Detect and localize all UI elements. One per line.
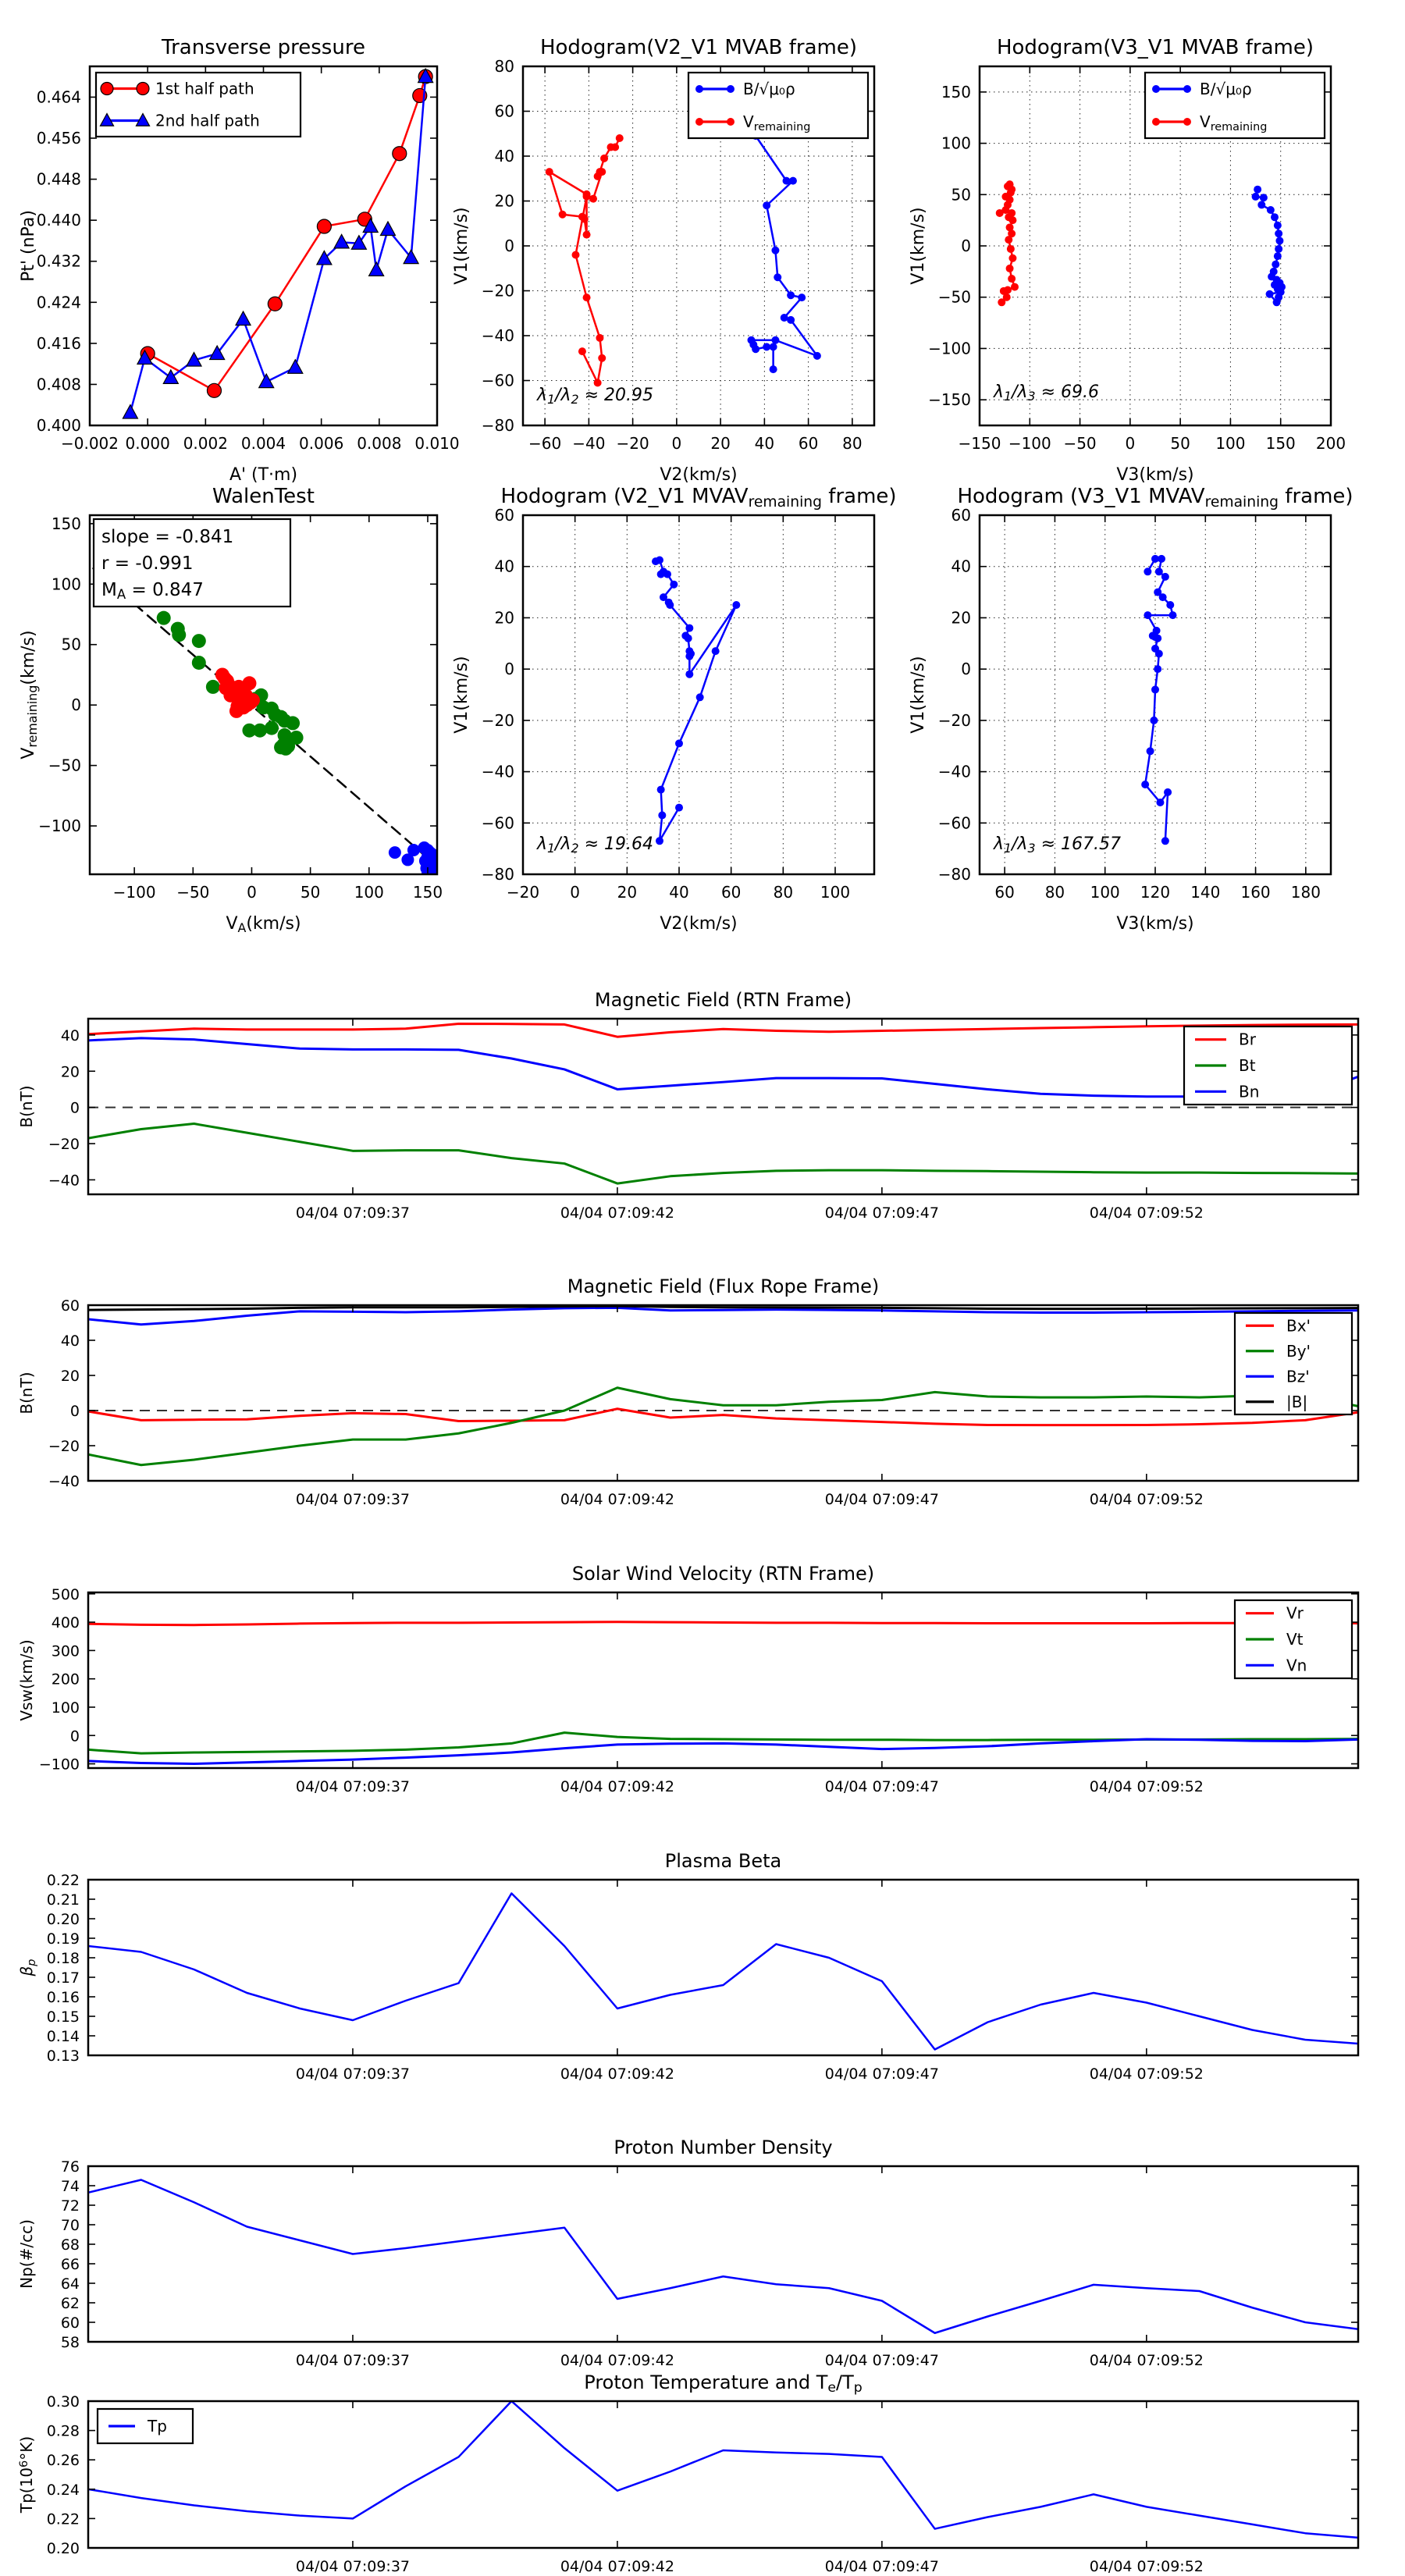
chart-title: Hodogram (V2_V1 MVAVremaining frame): [500, 485, 897, 511]
series-line: [88, 1124, 1358, 1184]
legend-label: Tp: [148, 2417, 167, 2435]
y-tick-label: −100: [928, 339, 971, 358]
y-tick-label: 0.13: [46, 2048, 80, 2065]
y-tick-label: 20: [951, 608, 971, 628]
hodogram-v3v1-mvav-plot: [890, 457, 1405, 937]
rtn-series-group: [88, 1023, 1358, 1183]
y-tick-label: 0: [504, 660, 514, 679]
series-line: [88, 1388, 1358, 1465]
legend-label: Bn: [1239, 1082, 1260, 1101]
chart-title: Hodogram (V3_V1 MVAVremaining frame): [957, 485, 1353, 511]
axes-frame: [88, 1592, 1358, 1768]
x-tick-label: 80: [1044, 883, 1065, 902]
legend-label: Vremaining: [1200, 112, 1268, 133]
chart-title: Transverse pressure: [162, 36, 365, 59]
y-tick-label: 100: [51, 575, 81, 594]
p2-series-group: [546, 101, 821, 387]
chart-title: Solar Wind Velocity (RTN Frame): [571, 1563, 875, 1585]
x-tick-label: 140: [1190, 883, 1221, 902]
chart-title: Hodogram(V2_V1 MVAB frame): [539, 36, 858, 59]
x-tick-label: −50: [1063, 434, 1097, 453]
x-tick-label: 50: [1170, 434, 1190, 453]
series-line: [88, 1038, 1358, 1098]
y-tick-label: 0.20: [46, 1911, 80, 1928]
x-tick-label: −150: [958, 434, 1001, 453]
hodogram-v3v1-mvab-plot: [890, 8, 1405, 488]
x-tick-label: 0: [247, 883, 257, 902]
x-tick-label: 04/04 07:09:47: [824, 1204, 939, 1222]
x-tick-label: 0.006: [299, 434, 344, 453]
annotation: λ1/λ3 ≈ 69.6: [994, 382, 1100, 404]
y-axis-label: Pt' (nPa): [19, 210, 38, 282]
x-tick-label: −20: [616, 434, 649, 453]
x-tick-label: −60: [528, 434, 562, 453]
y-axis-label: V1(km/s): [909, 656, 928, 734]
y-axis-label: B(nT): [17, 1372, 36, 1414]
series-line: [94, 568, 436, 865]
legend-label: Vr: [1286, 1603, 1304, 1623]
y-tick-label: −80: [937, 865, 971, 884]
x-tick-label: 04/04 07:09:47: [824, 2558, 939, 2575]
y-tick-label: 400: [51, 1614, 80, 1632]
p4-svg: [0, 457, 484, 937]
chart-title: Proton Temperature and Te/Tp: [584, 2371, 863, 2396]
beta-svg: [0, 1821, 1405, 2102]
y-tick-label: 0: [961, 660, 971, 679]
p3-series-group: [996, 180, 1286, 306]
y-tick-label: 50: [61, 635, 81, 654]
y-tick-label: 60: [60, 1297, 80, 1315]
x-tick-label: 04/04 07:09:42: [560, 2558, 674, 2575]
y-tick-label: −20: [481, 281, 514, 301]
stats-box-line: slope = -0.841: [101, 527, 234, 547]
y-tick-label: 60: [951, 506, 971, 525]
y-tick-label: −20: [481, 710, 514, 730]
y-tick-label: 150: [941, 82, 971, 101]
frf-series-group: [88, 1306, 1358, 1465]
hodogram-v2v1-mvab-plot: [433, 8, 921, 488]
plasma-beta-panel: [0, 1821, 1405, 2102]
x-tick-label: 0.010: [414, 434, 460, 453]
y-tick-label: 80: [494, 57, 514, 76]
y-tick-label: −40: [937, 762, 971, 781]
y-tick-label: −60: [937, 813, 971, 833]
x-tick-label: 100: [1090, 883, 1120, 902]
y-tick-label: 0.16: [46, 1989, 80, 2006]
y-axis-label: Tp(106°K): [17, 2435, 36, 2514]
x-tick-label: 04/04 07:09:52: [1089, 2065, 1204, 2083]
y-tick-label: 0.21: [46, 1891, 80, 1909]
legend-label: By': [1286, 1341, 1311, 1361]
rtn-svg: [0, 960, 1405, 1241]
x-tick-label: 04/04 07:09:42: [560, 2352, 674, 2369]
y-tick-label: 60: [494, 101, 514, 121]
y-tick-label: 0.464: [36, 87, 81, 107]
y-axis-label: Vremaining(km/s): [19, 630, 40, 760]
y-tick-label: 0.424: [36, 293, 81, 312]
y-axis-label: V1(km/s): [452, 656, 471, 734]
y-tick-label: 0.20: [46, 2540, 80, 2557]
x-tick-label: 0: [1125, 434, 1136, 453]
x-axis-label: V2(km/s): [660, 914, 738, 934]
stats-box-line: r = -0.991: [101, 553, 194, 574]
y-tick-label: 50: [951, 185, 971, 205]
y-tick-label: −150: [928, 390, 971, 410]
y-tick-label: 0.24: [46, 2481, 80, 2499]
y-axis-label: B(nT): [17, 1085, 36, 1128]
y-tick-label: 500: [51, 1585, 80, 1603]
y-tick-label: 60: [494, 506, 514, 525]
chart-title: Plasma Beta: [664, 1850, 782, 1872]
y-tick-label: 40: [60, 1026, 80, 1044]
walen-test-plot: [0, 457, 484, 937]
y-tick-label: −60: [481, 813, 514, 833]
y-axis-label: V1(km/s): [909, 207, 928, 285]
x-tick-label: 60: [720, 883, 742, 902]
legend-label: Br: [1239, 1030, 1256, 1049]
legend-label: Bz': [1286, 1367, 1310, 1386]
legend-label: Vn: [1286, 1656, 1307, 1675]
x-tick-label: −100: [1008, 434, 1051, 453]
y-tick-label: −50: [937, 287, 971, 307]
x-tick-label: 0.000: [125, 434, 170, 453]
chart-title: WalenTest: [212, 485, 315, 508]
x-axis-label: VA(km/s): [226, 914, 301, 935]
magnetic-field-flux-rope-panel: [0, 1247, 1405, 1528]
y-tick-label: 0.416: [36, 333, 81, 353]
y-tick-label: 0.440: [36, 211, 81, 230]
hodogram-v2v1-mvav-plot: [433, 457, 921, 937]
y-tick-label: 0.432: [36, 251, 81, 271]
x-tick-label: −40: [572, 434, 606, 453]
x-tick-label: −0.002: [60, 434, 119, 453]
y-tick-label: 62: [60, 2295, 80, 2312]
y-tick-label: −40: [48, 1473, 80, 1490]
y-tick-label: 0: [504, 237, 514, 255]
x-tick-label: −50: [176, 883, 210, 902]
x-tick-label: 100: [820, 883, 851, 902]
p2-svg: [433, 8, 921, 488]
x-tick-label: 04/04 07:09:37: [295, 1491, 411, 1508]
legend-label: Bt: [1239, 1056, 1256, 1075]
chart-title: Magnetic Field (RTN Frame): [594, 989, 852, 1011]
x-tick-label: 04/04 07:09:42: [560, 1778, 674, 1795]
x-tick-label: 20: [617, 883, 638, 902]
x-tick-label: 04/04 07:09:37: [295, 2558, 411, 2575]
y-axis-label: Vsw(km/s): [17, 1639, 36, 1721]
x-tick-label: 60: [994, 883, 1015, 902]
x-tick-label: 200: [1315, 434, 1346, 453]
y-tick-label: −60: [481, 371, 514, 390]
p5-series-group: [652, 557, 740, 845]
y-tick-label: 0.14: [46, 2028, 80, 2045]
magnetic-field-rtn-panel: [0, 960, 1405, 1241]
y-tick-label: 0.19: [46, 1930, 80, 1948]
x-tick-label: 120: [1140, 883, 1171, 902]
y-tick-label: 0.30: [46, 2393, 80, 2411]
y-tick-label: 100: [941, 133, 971, 153]
y-tick-label: 60: [60, 2314, 80, 2332]
x-tick-label: 04/04 07:09:42: [560, 1204, 674, 1222]
legend-label: |B|: [1286, 1392, 1308, 1411]
beta-series-group: [88, 1894, 1358, 2050]
x-tick-label: 04/04 07:09:42: [560, 1491, 674, 1508]
np-series-group: [88, 2180, 1358, 2333]
y-tick-label: 0.18: [46, 1950, 80, 1967]
y-tick-label: −100: [38, 817, 81, 836]
y-axis-label: βp: [17, 1959, 38, 1976]
y-tick-label: 0.400: [36, 416, 81, 435]
y-tick-label: 70: [60, 2217, 80, 2234]
stats-box-line: MA = 0.847: [101, 580, 204, 603]
y-tick-label: 0.448: [36, 169, 81, 189]
x-tick-label: 04/04 07:09:42: [560, 2065, 674, 2083]
y-tick-label: 20: [60, 1063, 80, 1081]
x-tick-label: 60: [798, 434, 819, 453]
x-tick-label: −100: [112, 883, 156, 902]
x-tick-label: 0.002: [183, 434, 228, 453]
x-tick-label: 80: [773, 883, 794, 902]
x-tick-label: 04/04 07:09:37: [295, 2352, 411, 2369]
legend-label: Vt: [1286, 1630, 1304, 1649]
chart-title: Proton Number Density: [614, 2137, 833, 2158]
x-tick-label: 04/04 07:09:47: [824, 2352, 939, 2369]
series-line: [88, 2401, 1358, 2538]
y-tick-label: −20: [48, 1136, 80, 1154]
p4-series-group: [94, 568, 441, 878]
y-tick-label: 0: [71, 696, 81, 715]
x-tick-label: 04/04 07:09:37: [295, 2065, 411, 2083]
y-tick-label: 0: [69, 1403, 80, 1420]
y-tick-label: −40: [481, 326, 514, 345]
axes-frame: [88, 1019, 1358, 1194]
x-axis-label: A' (T·m): [229, 465, 298, 485]
x-tick-label: 150: [1265, 434, 1296, 453]
y-tick-label: −20: [937, 710, 971, 730]
x-tick-label: 40: [669, 883, 689, 902]
x-tick-label: 04/04 07:09:37: [295, 1204, 411, 1222]
y-tick-label: 40: [951, 557, 971, 576]
x-tick-label: 180: [1290, 883, 1321, 902]
y-tick-label: 20: [494, 608, 514, 628]
y-axis-label: V1(km/s): [452, 207, 471, 285]
x-tick-label: 50: [300, 883, 321, 902]
chart-title: Hodogram(V3_V1 MVAB frame): [996, 36, 1314, 59]
x-tick-label: 20: [710, 434, 731, 453]
x-tick-label: 04/04 07:09:52: [1089, 1778, 1204, 1795]
y-tick-label: −80: [481, 416, 514, 435]
y-tick-label: −40: [48, 1172, 80, 1190]
x-tick-label: 04/04 07:09:47: [824, 1778, 939, 1795]
series-line: [88, 1023, 1358, 1037]
y-tick-label: 20: [60, 1368, 80, 1385]
y-tick-label: 74: [60, 2178, 80, 2195]
y-tick-label: −80: [481, 865, 514, 884]
x-tick-label: 40: [754, 434, 775, 453]
x-axis-label: V3(km/s): [1116, 914, 1194, 934]
y-tick-label: 40: [60, 1332, 80, 1350]
series-line: [1145, 559, 1172, 841]
x-tick-label: 0.008: [357, 434, 402, 453]
p6-svg: [890, 457, 1405, 937]
y-tick-label: −50: [48, 756, 81, 775]
legend-label: B/√μ₀ρ: [1200, 80, 1252, 98]
x-tick-label: 04/04 07:09:47: [824, 1491, 939, 1508]
tp-svg: [0, 2343, 1405, 2576]
y-tick-label: 0.22: [46, 2510, 80, 2528]
chart-title: Magnetic Field (Flux Rope Frame): [567, 1276, 880, 1297]
y-tick-label: 64: [60, 2275, 80, 2293]
y-tick-label: 200: [51, 1670, 80, 1688]
legend-label: 2nd half path: [155, 111, 260, 130]
y-tick-label: 100: [51, 1699, 80, 1717]
axes-frame: [88, 1305, 1358, 1481]
y-tick-label: 0.408: [36, 375, 81, 394]
proton-temperature-panel: [0, 2343, 1405, 2576]
legend-label: B/√μ₀ρ: [743, 80, 795, 98]
solar-wind-velocity-panel: [0, 1534, 1405, 1815]
x-tick-label: 04/04 07:09:52: [1089, 2558, 1204, 2575]
x-tick-label: 0.004: [240, 434, 286, 453]
y-tick-label: −40: [481, 762, 514, 781]
y-tick-label: 0: [69, 1099, 80, 1117]
y-tick-label: 20: [494, 191, 514, 211]
p5-svg: [433, 457, 921, 937]
series-line: [742, 105, 817, 369]
legend-label: 1st half path: [155, 79, 254, 98]
series-line: [88, 1308, 1358, 1324]
annotation: λ1/λ2 ≈ 19.64: [537, 834, 654, 856]
p6-series-group: [1141, 555, 1176, 845]
y-tick-label: −100: [38, 1756, 80, 1774]
y-tick-label: 40: [494, 557, 514, 576]
x-tick-label: 160: [1240, 883, 1271, 902]
x-axis-label: V2(km/s): [660, 465, 738, 485]
x-tick-label: −20: [506, 883, 540, 902]
x-axis-label: V3(km/s): [1116, 465, 1194, 485]
axes-frame: [88, 2166, 1358, 2342]
axes-frame: [88, 2401, 1358, 2548]
tp-series-group: [88, 2401, 1358, 2538]
y-tick-label: 0.456: [36, 129, 81, 148]
x-tick-label: 0: [671, 434, 682, 453]
x-tick-label: 04/04 07:09:52: [1089, 2352, 1204, 2369]
y-tick-label: 300: [51, 1642, 80, 1660]
axes-frame: [88, 1880, 1358, 2055]
y-tick-label: 0.15: [46, 2008, 80, 2026]
x-tick-label: 0: [570, 883, 581, 902]
series-line: [88, 1622, 1358, 1625]
y-tick-label: 150: [51, 514, 81, 533]
y-tick-label: 58: [60, 2334, 80, 2351]
x-tick-label: 04/04 07:09:52: [1089, 1491, 1204, 1508]
x-tick-label: 100: [354, 883, 384, 902]
series-line: [88, 1894, 1358, 2050]
y-tick-label: 40: [494, 147, 514, 165]
vel-series-group: [88, 1622, 1358, 1764]
y-tick-label: 0.17: [46, 1969, 80, 1987]
transverse-pressure-plot: [0, 8, 484, 488]
y-tick-label: 68: [60, 2236, 80, 2254]
y-tick-label: 0.28: [46, 2422, 80, 2440]
p1-svg: [0, 8, 484, 488]
x-tick-label: 100: [1215, 434, 1246, 453]
x-tick-label: 80: [842, 434, 863, 453]
p3-svg: [890, 8, 1405, 488]
y-tick-label: 0.22: [46, 1872, 80, 1889]
frf-svg: [0, 1247, 1405, 1528]
y-tick-label: 0.26: [46, 2452, 80, 2470]
x-tick-label: 04/04 07:09:52: [1089, 1204, 1204, 1222]
y-tick-label: 0: [961, 237, 971, 255]
y-tick-label: 76: [60, 2158, 80, 2176]
y-tick-label: −20: [48, 1438, 80, 1455]
y-tick-label: 66: [60, 2256, 80, 2273]
vel-svg: [0, 1534, 1405, 1815]
y-tick-label: 0: [69, 1727, 80, 1745]
annotation: λ1/λ3 ≈ 167.57: [994, 834, 1122, 856]
annotation: λ1/λ2 ≈ 20.95: [537, 386, 654, 407]
y-tick-label: 72: [60, 2197, 80, 2215]
legend-label: Vremaining: [743, 112, 811, 133]
x-tick-label: 150: [412, 883, 443, 902]
series-line: [550, 138, 620, 382]
x-tick-label: 04/04 07:09:37: [295, 1778, 411, 1795]
legend-label: Bx': [1286, 1316, 1311, 1336]
x-tick-label: 04/04 07:09:47: [824, 2065, 939, 2083]
y-axis-label: Np(#/cc): [17, 2219, 36, 2289]
series-line: [88, 2180, 1358, 2333]
